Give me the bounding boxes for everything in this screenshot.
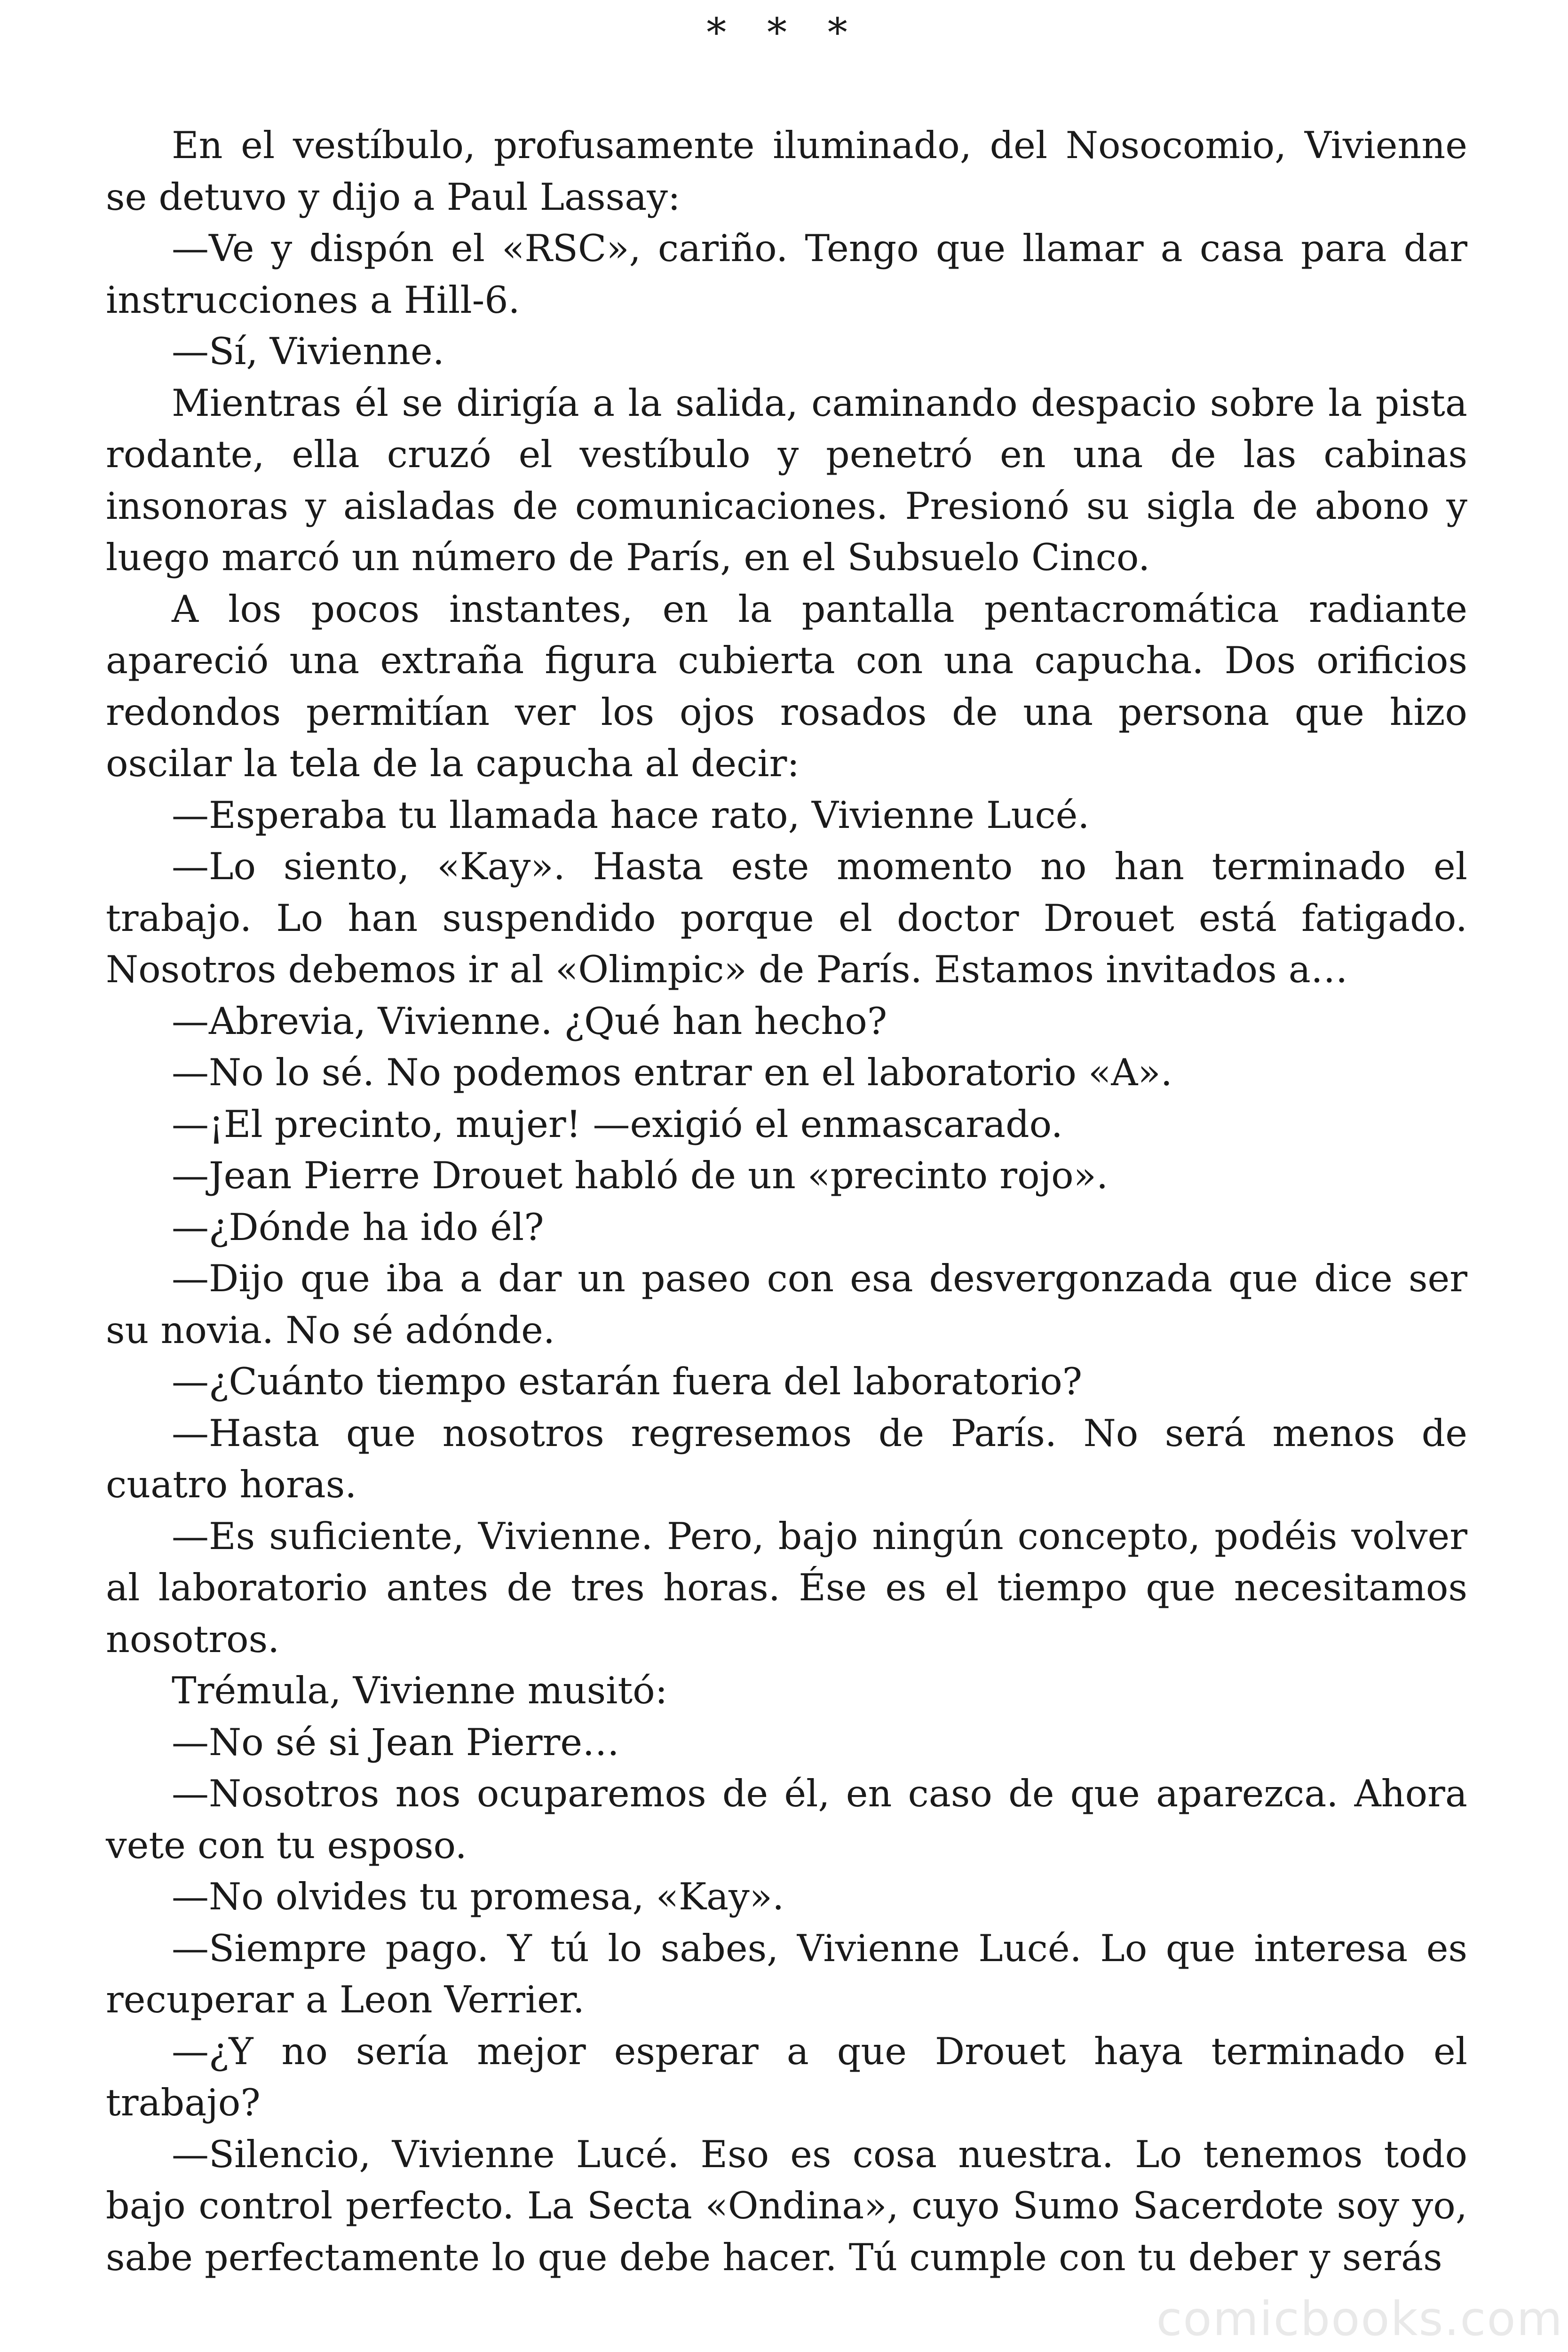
paragraph: —Sí, Vivienne. xyxy=(172,330,444,373)
scene-separator: * * * xyxy=(706,9,862,56)
paragraph: —Dijo que iba a dar un paseo con esa desvergonzada que dice ser su novia. No sé adónde. xyxy=(106,1257,1467,1352)
paragraph: —Siempre pago. Y tú lo sabes, Vivienne Lucé. Lo que interesa es recuperar a Leon Verrier. xyxy=(106,1926,1467,2021)
paragraph: —No sé si Jean Pierre… xyxy=(172,1720,620,1764)
paragraph: —Abrevia, Vivienne. ¿Qué han hecho? xyxy=(172,999,887,1043)
paragraph: —Esperaba tu llamada hace rato, Vivienne Lucé. xyxy=(172,793,1090,837)
paragraph: En el vestíbulo, profusamente iluminado, del Nosocomio, Vivienne se detuvo y dijo a Paul Lassay: xyxy=(106,124,1467,219)
paragraph: —¡El precinto, mujer! —exigió el enmascarado. xyxy=(172,1102,1063,1146)
paragraph: —No lo sé. No podemos entrar en el laboratorio «A». xyxy=(172,1051,1172,1094)
paragraph: —Silencio, Vivienne Lucé. Eso es cosa nuestra. Lo tenemos todo bajo control perfecto. La Secta «Ondina», cuyo Sumo Sacerdote soy yo, sabe perfectamente lo que debe hacer. Tú cumple con tu deber y serás xyxy=(106,2132,1467,2279)
paragraph: —¿Cuánto tiempo estarán fuera del laboratorio? xyxy=(172,1360,1083,1403)
paragraph: —Es suficiente, Vivienne. Pero, bajo ningún concepto, podéis volver al laboratorio antes de tres horas. Ése es el tiempo que necesitamos nosotros. xyxy=(106,1514,1467,1661)
paragraph: —Hasta que nosotros regresemos de París. No será menos de cuatro horas. xyxy=(106,1411,1467,1506)
paragraph: —¿Y no sería mejor esperar a que Drouet haya terminado el trabajo? xyxy=(106,2029,1467,2124)
paragraph: —Jean Pierre Drouet habló de un «precinto rojo». xyxy=(172,1154,1109,1197)
paragraph: —No olvides tu promesa, «Kay». xyxy=(172,1875,784,1918)
paragraph: —¿Dónde ha ido él? xyxy=(172,1205,544,1249)
paragraph: Trémula, Vivienne musitó: xyxy=(172,1669,668,1712)
paragraph: —Ve y dispón el «RSC», cariño. Tengo que llamar a casa para dar instrucciones a Hill-6. xyxy=(106,227,1467,322)
body-text xyxy=(106,120,1467,2283)
watermark: comicbooks.com xyxy=(1156,2291,1563,2346)
paragraph: —Lo siento, «Kay». Hasta este momento no han terminado el trabajo. Lo han suspendido porque el doctor Drouet está fatigado. Nosotros debemos ir al «Olimpic» de París. Estamos invitados a… xyxy=(106,845,1467,991)
paragraph: A los pocos instantes, en la pantalla pentacromática radiante apareció una extraña figura cubierta con una capucha. Dos orificios redondos permitían ver los ojos rosados de una persona que hizo oscilar la tela de la capucha al decir: xyxy=(106,587,1467,785)
paragraph: —Nosotros nos ocuparemos de él, en caso de que aparezca. Ahora vete con tu esposo. xyxy=(106,1772,1467,1867)
paragraph: Mientras él se dirigía a la salida, caminando despacio sobre la pista rodante, ella cruzó el vestíbulo y penetró en una de las cabinas insonoras y aisladas de comunicaciones. Presionó su sigla de abono y luego marcó un número de París, en el Subsuelo Cinco. xyxy=(106,381,1467,579)
